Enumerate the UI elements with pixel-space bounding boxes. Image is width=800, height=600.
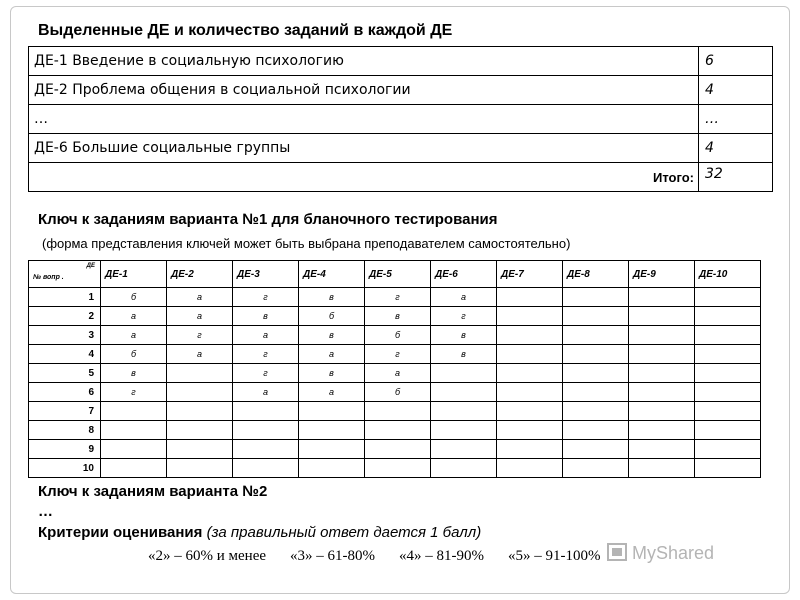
answer-cell (365, 421, 431, 440)
de-name: ДЕ-1 Введение в социальную психологию (29, 47, 699, 76)
grade-item: «4» – 81-90% (399, 548, 485, 564)
answer-cell: б (101, 345, 167, 364)
answer-cell (497, 421, 563, 440)
answer-cell (365, 459, 431, 478)
key-row (29, 440, 761, 459)
key1-heading: Ключ к заданиям варианта №1 для бланочного тестирования (38, 211, 498, 228)
answer-cell (431, 459, 497, 478)
answer-cell (233, 421, 299, 440)
answer-cell (431, 421, 497, 440)
answer-cell: б (101, 288, 167, 307)
answer-cell (167, 364, 233, 383)
answer-cell: г (233, 364, 299, 383)
answer-cell (167, 383, 233, 402)
answer-cell (101, 459, 167, 478)
key-row (29, 288, 761, 307)
answer-cell: а (167, 288, 233, 307)
answer-cell (629, 288, 695, 307)
answer-cell: в (431, 345, 497, 364)
answer-cell (497, 326, 563, 345)
answer-cell: г (233, 345, 299, 364)
answer-cell: в (233, 307, 299, 326)
column-header: ДЕ-6 (431, 261, 497, 288)
answer-cell (497, 364, 563, 383)
answer-cell: в (299, 364, 365, 383)
column-header: ДЕ-7 (497, 261, 563, 288)
de-row (29, 47, 773, 76)
key1-note: (форма представления ключей может быть выбрана преподавателем самостоятельно) (42, 236, 571, 251)
column-header: ДЕ-2 (167, 261, 233, 288)
answer-cell: г (233, 288, 299, 307)
answer-cell (365, 440, 431, 459)
answer-cell (695, 402, 761, 421)
answer-cell: г (365, 345, 431, 364)
key-row (29, 459, 761, 478)
answer-cell (101, 421, 167, 440)
key-row (29, 421, 761, 440)
answer-cell: в (299, 326, 365, 345)
answer-cell (563, 440, 629, 459)
answer-key-table (28, 260, 761, 478)
answer-cell (695, 345, 761, 364)
criteria-title: Критерии оценивания (38, 524, 203, 541)
question-number: 4 (29, 345, 101, 364)
column-header: ДЕ-5 (365, 261, 431, 288)
question-number: 1 (29, 288, 101, 307)
answer-cell (563, 307, 629, 326)
column-header: ДЕ-3 (233, 261, 299, 288)
answer-cell (629, 364, 695, 383)
watermark-text: MyShared (632, 543, 715, 563)
answer-cell: а (167, 307, 233, 326)
answer-cell: в (299, 288, 365, 307)
answer-cell (233, 459, 299, 478)
answer-cell (299, 421, 365, 440)
key-row (29, 326, 761, 345)
answer-cell: в (431, 326, 497, 345)
answer-cell (101, 440, 167, 459)
de-count: 4 (699, 76, 773, 105)
answer-cell: а (233, 383, 299, 402)
answer-cell: в (365, 307, 431, 326)
de-row (29, 134, 773, 163)
answer-cell (497, 383, 563, 402)
key-row (29, 345, 761, 364)
answer-cell (563, 345, 629, 364)
answer-cell (629, 345, 695, 364)
grades-line (148, 548, 625, 565)
answer-cell: г (365, 288, 431, 307)
corner-de-label: ДЕ (86, 263, 95, 269)
page-title: Выделенные ДЕ и количество заданий в каждой ДЕ (38, 22, 453, 39)
criteria-note: (за правильный ответ дается 1 балл) (206, 524, 482, 541)
answer-cell (695, 326, 761, 345)
answer-cell: б (365, 326, 431, 345)
de-count: 4 (699, 134, 773, 163)
key-row (29, 307, 761, 326)
de-count: 6 (699, 47, 773, 76)
answer-cell (167, 402, 233, 421)
answer-cell (101, 402, 167, 421)
de-name: ДЕ-2 Проблема общения в социальной психологии (29, 76, 699, 105)
answer-cell (431, 364, 497, 383)
criteria-heading (38, 524, 481, 541)
answer-cell: а (233, 326, 299, 345)
question-number: 3 (29, 326, 101, 345)
question-number: 9 (29, 440, 101, 459)
answer-cell: г (167, 326, 233, 345)
answer-cell (629, 383, 695, 402)
answer-cell: г (101, 383, 167, 402)
answer-cell: а (101, 326, 167, 345)
answer-cell (629, 326, 695, 345)
corner-question-label: № вопр . (33, 274, 64, 281)
question-number: 10 (29, 459, 101, 478)
question-number: 7 (29, 402, 101, 421)
answer-cell (431, 383, 497, 402)
answer-cell (167, 440, 233, 459)
answer-cell (299, 459, 365, 478)
answer-cell (629, 402, 695, 421)
question-number: 6 (29, 383, 101, 402)
answer-cell (563, 288, 629, 307)
answer-cell (365, 402, 431, 421)
question-number: 2 (29, 307, 101, 326)
answer-cell: а (101, 307, 167, 326)
de-table (28, 46, 773, 192)
watermark-logo (606, 538, 766, 568)
column-header: ДЕ-9 (629, 261, 695, 288)
key-row (29, 364, 761, 383)
grade-item: «3» – 61-80% (290, 548, 376, 564)
answer-cell: а (299, 383, 365, 402)
answer-cell (695, 307, 761, 326)
answer-cell (563, 383, 629, 402)
answer-cell (695, 440, 761, 459)
answer-cell (299, 402, 365, 421)
answer-cell (629, 459, 695, 478)
answer-cell: б (365, 383, 431, 402)
answer-cell (431, 440, 497, 459)
key2-heading: Ключ к заданиям варианта №2 (38, 483, 268, 500)
answer-cell (563, 326, 629, 345)
answer-cell (167, 459, 233, 478)
answer-cell (629, 307, 695, 326)
answer-cell (563, 421, 629, 440)
answer-cell: в (101, 364, 167, 383)
column-header: ДЕ-10 (695, 261, 761, 288)
answer-cell (431, 402, 497, 421)
key-row (29, 402, 761, 421)
answer-cell (695, 364, 761, 383)
answer-cell (299, 440, 365, 459)
answer-cell: г (431, 307, 497, 326)
answer-cell (497, 345, 563, 364)
answer-cell (695, 383, 761, 402)
answer-cell (695, 459, 761, 478)
answer-cell: б (299, 307, 365, 326)
de-name: … (29, 105, 699, 134)
answer-cell (233, 402, 299, 421)
answer-cell (629, 440, 695, 459)
ellipsis: … (38, 503, 53, 520)
grade-item: «2» – 60% и менее (148, 548, 267, 564)
question-number: 8 (29, 421, 101, 440)
question-number: 5 (29, 364, 101, 383)
total-value: 32 (699, 163, 773, 192)
column-header: ДЕ-1 (101, 261, 167, 288)
answer-cell (497, 440, 563, 459)
answer-cell: а (299, 345, 365, 364)
grade-item: «5» – 91-100% (508, 548, 601, 564)
de-count: … (699, 105, 773, 134)
answer-cell (629, 421, 695, 440)
key-table-header (29, 261, 761, 288)
de-row (29, 105, 773, 134)
answer-cell (497, 288, 563, 307)
answer-cell (497, 459, 563, 478)
answer-cell (563, 402, 629, 421)
answer-cell (497, 402, 563, 421)
key-row (29, 383, 761, 402)
answer-cell (497, 307, 563, 326)
answer-cell (233, 440, 299, 459)
de-total-row (29, 163, 773, 192)
answer-cell (167, 421, 233, 440)
answer-cell: а (167, 345, 233, 364)
de-name: ДЕ-6 Большие социальные группы (29, 134, 699, 163)
column-header: ДЕ-4 (299, 261, 365, 288)
answer-cell (695, 421, 761, 440)
answer-cell (563, 459, 629, 478)
answer-cell: а (365, 364, 431, 383)
de-row (29, 76, 773, 105)
answer-cell (695, 288, 761, 307)
column-header: ДЕ-8 (563, 261, 629, 288)
answer-cell: а (431, 288, 497, 307)
answer-cell (563, 364, 629, 383)
key-table-corner (29, 261, 101, 288)
total-label: Итого: (29, 163, 699, 192)
